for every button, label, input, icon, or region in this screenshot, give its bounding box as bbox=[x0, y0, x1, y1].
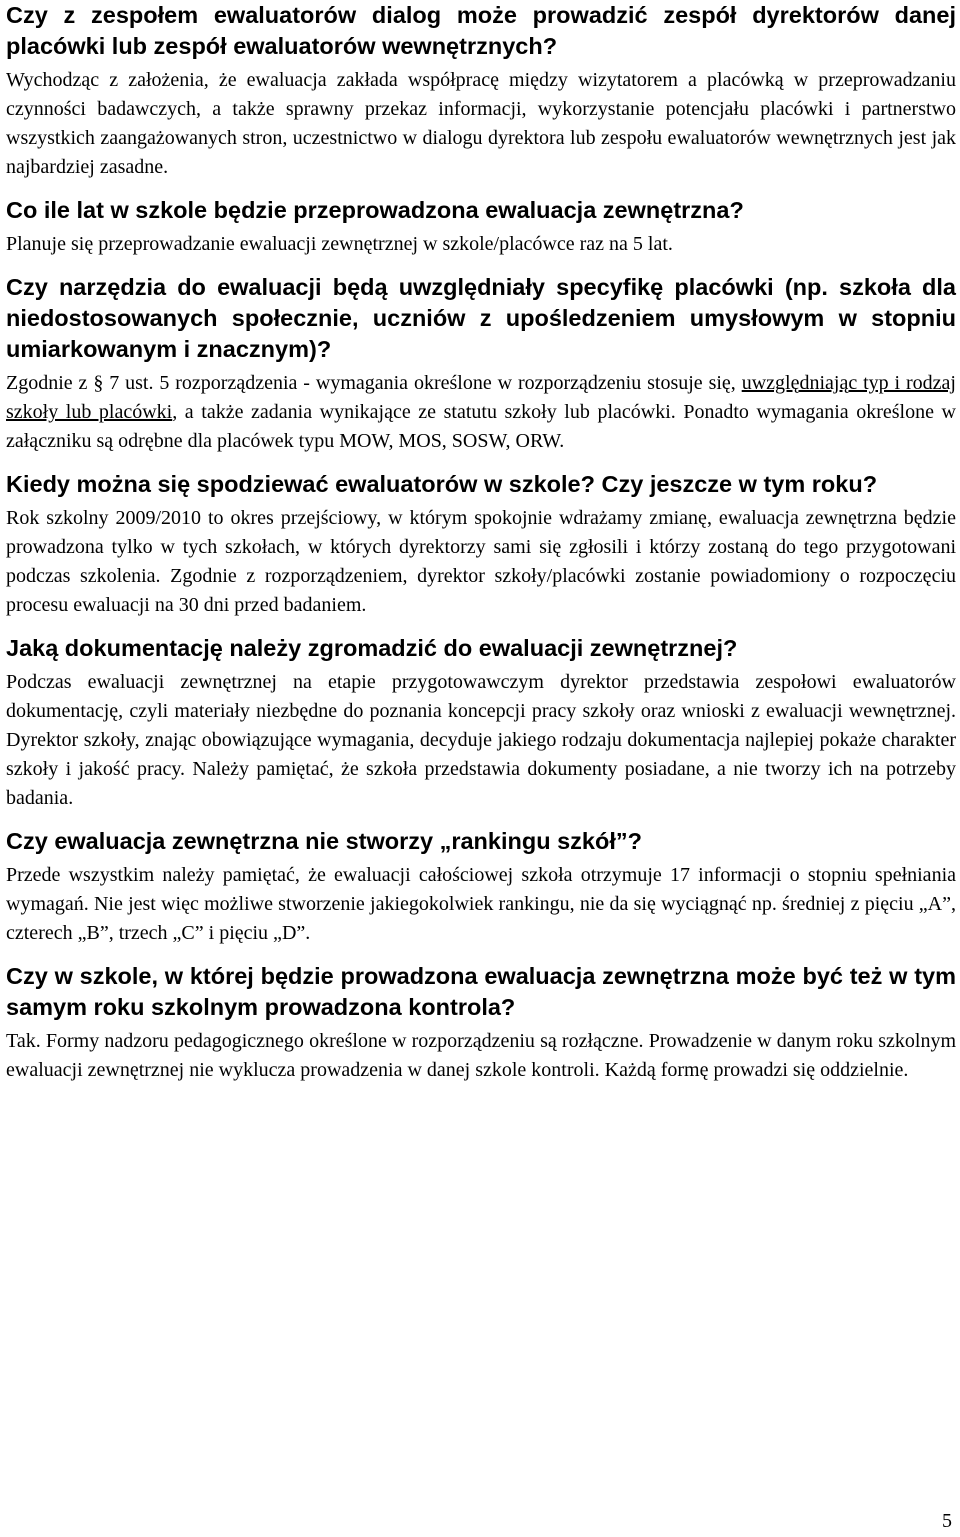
question-7: Czy w szkole, w której będzie prowadzona ewaluacja zewnętrzna może być też w tym samym roku szkolnym prowadzona kontrola? bbox=[6, 963, 956, 1020]
question-2: Co ile lat w szkole będzie przeprowadzona ewaluacja zewnętrzna? bbox=[6, 197, 744, 223]
answer-7: Tak. Formy nadzoru pedagogicznego określone w rozporządzeniu są rozłączne. Prowadzenie w danym roku szkolnym ewaluacji zewnętrznej nie wyklucza prowadzenia w danej szkole kontroli. Każdą formę prowadzi się oddzielnie. bbox=[6, 1030, 956, 1081]
answer-3-part-2: , a także zadania wynikające ze statutu szkoły lub placówki. Ponadto wymagania określone w załączniku są odrębne dla placówek typu MOW, MOS, SOSW, ORW. bbox=[6, 401, 956, 452]
answer-6: Przede wszystkim należy pamiętać, że ewaluacji całościowej szkoła otrzymuje 17 informacji o stopniu spełniania wymagań. Nie jest więc możliwe stworzenie jakiegokolwiek rankingu, nie da się wyciągnąć np. średniej z pięciu „A”, czterech „B”, trzech „C” i pięciu „D”. bbox=[6, 864, 956, 944]
answer-4: Rok szkolny 2009/2010 to okres przejściowy, w którym spokojnie wdrażamy zmianę, ewaluacja zewnętrzna będzie prowadzona tylko w tych szkołach, w których dyrektorzy sami się zgłosili i którzy zostaną do tego przygotowani podczas szkolenia. Zgodnie z rozporządzeniem, dyrektor szkoły/placówki zostanie powiadomiony o rozpoczęciu procesu ewaluacji na 30 dni przed badaniem. bbox=[6, 507, 956, 616]
answer-3 bbox=[6, 369, 956, 456]
answer-1: Wychodząc z założenia, że ewaluacja zakłada współpracę między wizytatorem a placówką w przeprowadzaniu czynności badawczych, a także sprawny przekaz informacji, wykorzystanie potencjału placówki i partnerstwo wszystkich zaangażowanych stron, uczestnictwo w dialogu dyrektora lub zespołu ewaluatorów wewnętrznych jest jak najbardziej zasadne. bbox=[6, 69, 956, 178]
question-3: Czy narzędzia do ewaluacji będą uwzględniały specyfikę placówki (np. szkoła dla niedostosowanych społecznie, uczniów z upośledzeniem umysłowym w stopniu umiarkowanym i znacznym)? bbox=[6, 274, 956, 362]
question-4: Kiedy można się spodziewać ewaluatorów w szkole? Czy jeszcze w tym roku? bbox=[6, 471, 878, 497]
page-number: 5 bbox=[942, 1510, 952, 1532]
document-page bbox=[6, 0, 956, 1085]
answer-3-part-1: Zgodnie z § 7 ust. 5 rozporządzenia - wymagania określone w rozporządzeniu stosuje się, bbox=[6, 372, 742, 394]
answer-5: Podczas ewaluacji zewnętrznej na etapie przygotowawczym dyrektor przedstawia zespołowi ewaluatorów dokumentację, czyli materiały niezbędne do poznania koncepcji pracy szkoły oraz wnioski z ewaluacji wewnętrznej. Dyrektor szkoły, znając obowiązujące wymagania, decyduje jakiego rodzaju dokumentacja najlepiej pokaże charakter szkoły i jakość pracy. Należy pamiętać, że szkoła przedstawia dokumenty posiadane, a nie tworzy ich na potrzeby badania. bbox=[6, 671, 956, 809]
question-5: Jaką dokumentację należy zgromadzić do ewaluacji zewnętrznej? bbox=[6, 635, 738, 661]
question-1: Czy z zespołem ewaluatorów dialog może prowadzić zespół dyrektorów danej placówki lub zespół ewaluatorów wewnętrznych? bbox=[6, 2, 956, 59]
answer-3-underlined: uwzględniając typ i rodzaj szkoły lub placówki bbox=[6, 372, 956, 423]
question-6: Czy ewaluacja zewnętrzna nie stworzy „rankingu szkół”? bbox=[6, 828, 642, 854]
answer-2: Planuje się przeprowadzanie ewaluacji zewnętrznej w szkole/placówce raz na 5 lat. bbox=[6, 233, 673, 255]
